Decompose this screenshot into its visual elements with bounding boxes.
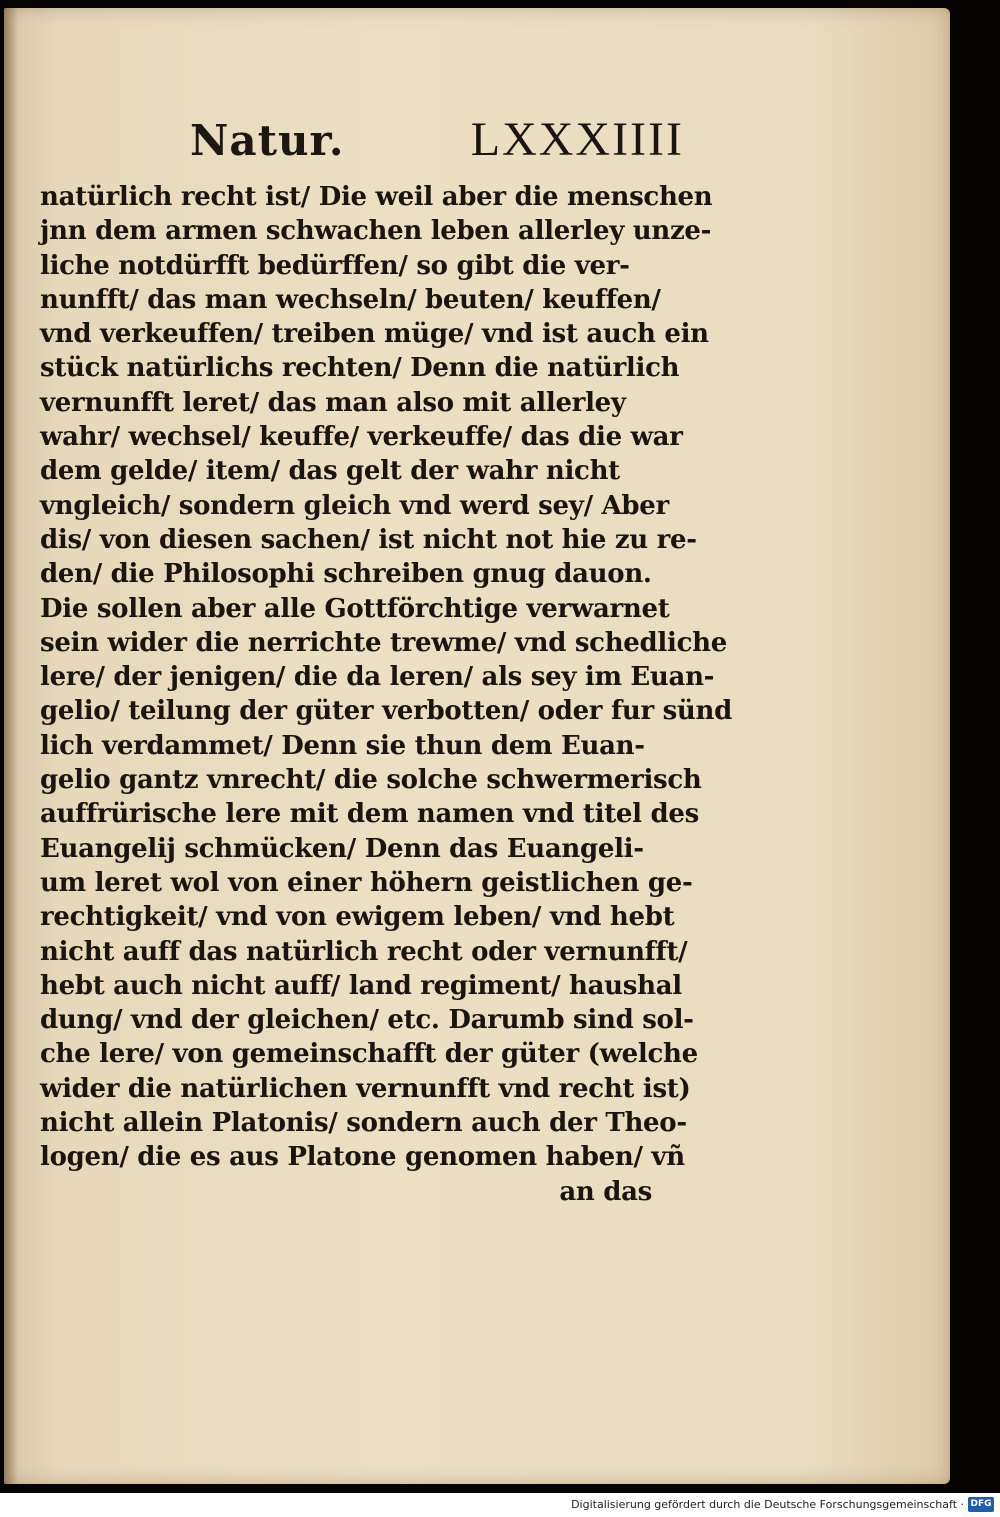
text-line: liche notdürfft bedürffen/ so gibt die ver- xyxy=(40,250,630,281)
text-line: nunfft/ das man wechseln/ beuten/ keuffen/ xyxy=(40,284,661,315)
text-line: nicht allein Platonis/ sondern auch der Theo- xyxy=(40,1108,687,1139)
text-line: che lere/ von gemeinschafft der güter (welche xyxy=(40,1039,698,1070)
text-line: dem gelde/ item/ das gelt der wahr nicht xyxy=(40,456,620,487)
text-line: lere/ der jenigen/ die da leren/ als sey im Euan- xyxy=(40,662,715,693)
text-line: wider die natürlichen vernunfft vnd recht ist) xyxy=(40,1073,691,1104)
text-line: gelio/ teilung der güter verbotten/ oder fur sünd xyxy=(40,696,733,727)
text-line: den/ die Philosophi schreiben gnug dauon. xyxy=(40,559,652,590)
text-line: auffrürische lere mit dem namen vnd titel des xyxy=(40,799,699,830)
text-line: vngleich/ sondern gleich vnd werd sey/ Aber xyxy=(40,490,669,521)
text-line: vernunfft leret/ das man also mit allerley xyxy=(40,387,626,418)
text-line: Euangelij schmücken/ Denn das Euangeli- xyxy=(40,833,644,864)
text-line: wahr/ wechsel/ keuffe/ verkeuffe/ das die war xyxy=(40,422,683,453)
text-line: gelio gantz vnrecht/ die solche schwermerisch xyxy=(40,765,702,796)
running-head: Natur. xyxy=(190,116,345,165)
text-line: sein wider die nerrichte trewme/ vnd schedliche xyxy=(40,627,727,658)
catchword: an das xyxy=(559,1176,652,1207)
text-line: stück natürlichs rechten/ Denn die natürlich xyxy=(40,353,680,384)
funding-credit: Digitalisierung gefördert durch die Deutsche Forschungsgemeinschaft · xyxy=(571,1498,964,1511)
text-line: um leret wol von einer höhern geistlichen ge- xyxy=(40,867,693,898)
folio-number: LXXXIIII xyxy=(470,113,684,166)
text-block xyxy=(40,180,733,1209)
text-line: dung/ vnd der gleichen/ etc. Darumb sind sol- xyxy=(40,1005,694,1036)
text-line: Die sollen aber alle Gottförchtige verwarnet xyxy=(40,593,670,624)
text-line: natürlich recht ist/ Die weil aber die menschen xyxy=(40,182,713,212)
footer-strip xyxy=(0,1493,1000,1517)
page-header xyxy=(184,108,684,168)
text-line: rechtigkeit/ vnd von ewigem leben/ vnd hebt xyxy=(40,902,675,933)
dfg-logo[interactable]: DFG xyxy=(968,1497,994,1512)
text-line: lich verdammet/ Denn sie thun dem Euan- xyxy=(40,730,645,761)
text-line: logen/ die es aus Platone genomen haben/ vñ xyxy=(40,1142,685,1173)
text-line: hebt auch nicht auff/ land regiment/ haushal xyxy=(40,970,682,1001)
text-line: jnn dem armen schwachen leben allerley unze- xyxy=(40,216,712,247)
text-line: vnd verkeuffen/ treiben müge/ vnd ist auch ein xyxy=(40,319,709,350)
text-line: nicht auff das natürlich recht oder vernunfft/ xyxy=(40,936,688,967)
book-page xyxy=(4,8,950,1484)
text-line: dis/ von diesen sachen/ ist nicht not hie zu re- xyxy=(40,524,697,555)
